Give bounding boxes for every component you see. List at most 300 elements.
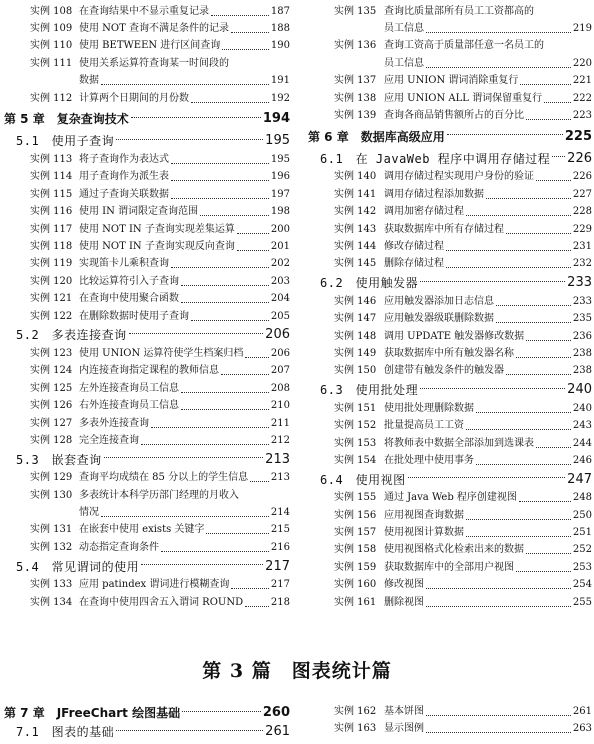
entry-title: 查询平均成绩在 85 分以上的学生信息 [79, 472, 249, 484]
page-number: 216 [270, 541, 290, 553]
toc-entry [304, 577, 594, 594]
entry-title: 删除存储过程 [384, 258, 444, 270]
entry-number: 实例 115 [30, 188, 73, 200]
page-number: 203 [270, 275, 290, 287]
toc-entry [304, 720, 594, 737]
entry-number: 实例 108 [30, 5, 73, 17]
dot-leader [221, 374, 269, 375]
toc-entry [0, 186, 292, 203]
toc-entry [0, 256, 292, 273]
toc-bottom-right-column [304, 703, 594, 737]
dot-leader [426, 32, 571, 33]
section-title: 6.3 使用批处理 [320, 383, 419, 398]
dot-leader [237, 250, 269, 251]
entry-title: 在查询结果中不显示重复记录 [79, 5, 209, 17]
page-number: 252 [572, 544, 592, 556]
toc-entry [304, 452, 594, 469]
entry-number: 实例 148 [334, 330, 377, 342]
entry-number: 实例 141 [334, 188, 377, 200]
part-title: 第 3 篇 图表统计篇 [202, 660, 392, 682]
dot-leader [231, 588, 269, 589]
page-number: 206 [265, 327, 290, 343]
entry-title: 实现笛卡儿乘积查询 [79, 258, 169, 270]
entry-title: 调用 UPDATE 触发器修改数据 [384, 330, 525, 342]
toc-entry [304, 435, 594, 452]
entry-title: 修改存储过程 [384, 241, 444, 253]
entry-title: 创建带有触发条件的触发器 [384, 365, 504, 377]
entry-title: 使用 IN 谓词限定查询范围 [79, 206, 199, 218]
entry-title: 应用 patindex 谓词进行模糊查询 [79, 579, 230, 591]
entry-number: 实例 145 [334, 258, 377, 270]
dot-leader [141, 444, 269, 445]
section-title: 5.3 嵌套查询 [16, 452, 102, 467]
entry-number: 实例 137 [334, 75, 377, 87]
entry-number: 实例 134 [30, 596, 73, 608]
entry-number: 实例 151 [334, 402, 377, 414]
dot-leader [171, 180, 269, 181]
entry-number: 实例 135 [334, 5, 377, 17]
dot-leader [181, 392, 269, 393]
dot-leader [426, 67, 571, 68]
entry-title: 使用 NOT IN 子查询实现差集运算 [79, 223, 235, 235]
dot-leader [231, 32, 269, 33]
toc-entry [304, 221, 594, 238]
toc-entry [0, 432, 292, 449]
entry-number: 实例 116 [30, 206, 73, 218]
page-number: 214 [270, 507, 290, 519]
toc-entry [304, 542, 594, 559]
page-number: 238 [572, 347, 592, 359]
entry-number: 实例 155 [334, 492, 377, 504]
dot-leader [516, 357, 571, 358]
section-heading [320, 470, 592, 490]
entry-number: 实例 126 [30, 400, 73, 412]
entry-number: 实例 111 [30, 57, 73, 69]
dot-leader [191, 102, 269, 103]
page-number: 206 [270, 347, 290, 359]
page-number: 187 [270, 5, 290, 17]
entry-title: 获取数据库中的全部用户视图 [384, 561, 514, 573]
chapter-heading [4, 703, 290, 723]
dot-leader [466, 215, 571, 216]
entry-title: 通过 Java Web 程序创建视图 [384, 492, 517, 504]
page-number: 221 [572, 75, 592, 87]
toc-entry [304, 594, 594, 611]
page-number: 196 [270, 171, 290, 183]
toc-entry [304, 400, 594, 417]
entry-number: 实例 123 [30, 347, 73, 359]
entry-title: 应用 UNION ALL 谓词保留重复行 [384, 92, 543, 104]
toc-entry [0, 90, 292, 107]
dot-leader [486, 198, 571, 199]
dot-leader [222, 49, 269, 50]
dot-leader [420, 388, 565, 389]
chapter-title: 第 6 章 数据库高级应用 [308, 129, 445, 144]
entry-number: 实例 142 [334, 206, 377, 218]
dot-leader [129, 333, 263, 334]
entry-title: 动态指定查询条件 [79, 541, 159, 553]
dot-leader [131, 117, 261, 118]
toc-left-column [0, 3, 292, 611]
dot-leader [466, 519, 571, 520]
dot-leader [526, 340, 571, 341]
page-number: 229 [572, 223, 592, 235]
entry-title: 在批处理中使用事务 [384, 454, 474, 466]
toc-entry [304, 73, 594, 90]
entry-title: 调用加密存储过程 [384, 206, 464, 218]
entry-number: 实例 117 [30, 223, 73, 235]
page-number: 240 [567, 382, 592, 398]
entry-title: 右外连接查询员工信息 [79, 400, 179, 412]
entry-number: 实例 112 [30, 92, 73, 104]
section-title: 7.1 图表的基础 [16, 725, 115, 739]
page-number: 233 [572, 295, 592, 307]
entry-number: 实例 114 [30, 171, 73, 183]
entry-title: 显示图例 [384, 722, 424, 734]
toc-entry [304, 186, 594, 203]
chapter-heading [4, 107, 290, 131]
entry-title: 修改视图 [384, 579, 424, 591]
toc-entry [0, 151, 292, 168]
page-number: 243 [572, 420, 592, 432]
entry-title: 基本饼图 [384, 705, 424, 717]
entry-number: 实例 154 [334, 454, 377, 466]
dot-leader [116, 730, 263, 731]
entry-number: 实例 125 [30, 382, 73, 394]
page-number: 233 [567, 275, 592, 291]
page-number: 197 [270, 188, 290, 200]
toc-entry [0, 487, 292, 522]
page-number: 263 [572, 722, 592, 734]
dot-leader [519, 501, 571, 502]
section-heading [16, 131, 290, 151]
page-number: 200 [270, 223, 290, 235]
section-title: 6.1 在 JavaWeb 程序中调用存储过程 [320, 151, 551, 166]
page-number: 204 [270, 293, 290, 305]
page-number: 195 [265, 133, 290, 149]
entry-number: 实例 163 [334, 722, 377, 734]
toc-entry [0, 397, 292, 414]
entry-title: 批量提高员工工资 [384, 420, 464, 432]
entry-title: 多表统计本科学历部门经理的月收入 [79, 489, 239, 501]
dot-leader [408, 477, 565, 478]
dot-leader [181, 302, 269, 303]
dot-leader [552, 156, 565, 157]
entry-number: 实例 153 [334, 437, 377, 449]
entry-number: 实例 160 [334, 579, 377, 591]
toc-entry [0, 522, 292, 539]
entry-title: 获取数据库中所有触发器名称 [384, 347, 514, 359]
entry-title: 通过子查询关联数据 [79, 188, 169, 200]
dot-leader [446, 250, 571, 251]
dot-leader [496, 305, 571, 306]
toc-entry [0, 169, 292, 186]
toc-entry [0, 380, 292, 397]
entry-number: 实例 143 [334, 223, 377, 235]
entry-number: 实例 129 [30, 472, 73, 484]
dot-leader [506, 233, 571, 234]
section-heading [16, 723, 290, 741]
dot-leader [171, 198, 269, 199]
entry-number: 实例 149 [334, 347, 377, 359]
page-number: 213 [265, 451, 290, 467]
entry-title: 内连接查询指定课程的教师信息 [79, 365, 219, 377]
entry-number: 实例 121 [30, 293, 73, 305]
entry-number: 实例 147 [334, 313, 377, 325]
toc-entry [0, 308, 292, 325]
entry-title: 应用视图查询数据 [384, 509, 464, 521]
page-number: 222 [572, 92, 592, 104]
section-heading [320, 273, 592, 293]
page-number: 251 [572, 527, 592, 539]
dot-leader [544, 102, 571, 103]
dot-leader [420, 281, 565, 282]
toc-entry [0, 204, 292, 221]
entry-title: 查询工资高于质量部任意一名员工的 [384, 40, 544, 52]
page-number: 219 [572, 23, 592, 35]
page-number: 217 [265, 558, 290, 574]
entry-title: 使用 BETWEEN 进行区间查询 [79, 40, 221, 52]
entry-title: 使用 NOT IN 子查询实现反向查询 [79, 241, 235, 252]
toc-entry [304, 363, 594, 380]
page-number: 226 [567, 150, 592, 166]
entry-title: 用子查询作为派生表 [79, 171, 169, 183]
toc-entry [0, 594, 292, 611]
dot-leader [426, 588, 571, 589]
page-number: 260 [262, 705, 290, 720]
section-heading [320, 380, 592, 400]
entry-number: 实例 136 [334, 40, 377, 52]
page-number: 236 [572, 330, 592, 342]
toc-entry [304, 311, 594, 328]
toc-entry [0, 221, 292, 238]
page-number: 231 [572, 241, 592, 253]
entry-number: 实例 146 [334, 295, 377, 307]
page-number: 250 [572, 509, 592, 521]
page-number: 218 [270, 596, 290, 608]
dot-leader [536, 180, 571, 181]
entry-number: 实例 159 [334, 561, 377, 573]
page-number: 248 [572, 492, 592, 504]
entry-number: 实例 119 [30, 258, 73, 270]
section-heading [320, 149, 592, 169]
dot-leader [245, 606, 269, 607]
page-number: 232 [572, 258, 592, 270]
page-number: 192 [270, 92, 290, 104]
dot-leader [516, 571, 571, 572]
toc-entry [304, 107, 594, 124]
page-number: 261 [265, 724, 290, 739]
toc-entry [0, 415, 292, 432]
dot-leader [446, 267, 571, 268]
dot-leader [181, 285, 269, 286]
dot-leader [526, 553, 571, 554]
dot-leader [237, 233, 269, 234]
entry-title: 调用存储过程实现用户身份的验证 [384, 171, 534, 183]
dot-leader [101, 84, 269, 85]
toc-entry [304, 169, 594, 186]
entry-number: 实例 150 [334, 365, 377, 377]
dot-leader [151, 427, 269, 428]
entry-number: 实例 120 [30, 275, 73, 287]
section-title: 6.4 使用视图 [320, 472, 406, 487]
entry-title: 数据 [79, 75, 99, 87]
entry-number: 实例 128 [30, 434, 73, 446]
entry-number: 实例 144 [334, 241, 377, 253]
entry-title: 使用批处理删除数据 [384, 402, 474, 414]
entry-title: 在删除数据时使用子查询 [79, 310, 189, 322]
page-number: 253 [572, 561, 592, 573]
toc-entry [0, 470, 292, 487]
dot-leader [496, 322, 571, 323]
entry-number: 实例 110 [30, 40, 73, 52]
entry-title: 调用存储过程添加数据 [384, 188, 484, 200]
entry-title: 应用 UNION 谓词消除重复行 [384, 75, 519, 87]
toc-entry [304, 524, 594, 541]
page-number: 188 [270, 23, 290, 35]
chapter-heading [308, 125, 592, 149]
entry-title: 完全连接查询 [79, 434, 139, 446]
dot-leader [466, 429, 571, 430]
dot-leader [161, 551, 269, 552]
page-number: 217 [270, 579, 290, 591]
page-number: 210 [270, 400, 290, 412]
dot-leader [526, 119, 571, 120]
toc-entry [0, 238, 292, 255]
toc-entry [304, 293, 594, 310]
entry-title: 比较运算符引入子查询 [79, 275, 179, 287]
dot-leader [171, 267, 269, 268]
dot-leader [116, 139, 263, 140]
toc-entry [0, 290, 292, 307]
dot-leader [447, 134, 563, 135]
page-number: 225 [564, 128, 592, 144]
toc-entry [0, 363, 292, 380]
dot-leader [191, 320, 269, 321]
toc-entry [0, 55, 292, 90]
dot-leader [476, 412, 571, 413]
entry-title: 计算两个日期间的月份数 [79, 92, 189, 104]
toc-entry [304, 3, 594, 38]
toc-entry [304, 204, 594, 221]
entry-number: 实例 131 [30, 524, 73, 536]
page-number: 201 [270, 241, 290, 252]
page-number: 246 [572, 454, 592, 466]
dot-leader [466, 536, 571, 537]
section-title: 5.1 使用子查询 [16, 134, 115, 149]
page-number: 215 [270, 524, 290, 536]
toc-entry [0, 539, 292, 556]
toc-entry [304, 90, 594, 107]
dot-leader [141, 564, 263, 565]
toc-entry [0, 273, 292, 290]
page-number: 261 [572, 705, 592, 717]
page-number: 227 [572, 188, 592, 200]
dot-leader [426, 715, 571, 716]
toc-entry [0, 577, 292, 594]
entry-title: 使用 UNION 运算符使学生档案归档 [79, 347, 244, 359]
toc-entry [304, 490, 594, 507]
dot-leader [245, 357, 268, 358]
page-number: 212 [270, 434, 290, 446]
entry-title: 使用 NOT 查询不满足条件的记录 [79, 23, 229, 35]
dot-leader [200, 215, 269, 216]
page-number: 211 [270, 417, 290, 429]
entry-number: 实例 130 [30, 489, 73, 501]
dot-leader [426, 606, 571, 607]
toc-entry [0, 345, 292, 362]
dot-leader [211, 15, 269, 16]
entry-title: 查询各商品销售额所占的百分比 [384, 110, 524, 122]
page-number: 205 [270, 310, 290, 322]
page-number: 220 [572, 57, 592, 69]
section-heading [16, 450, 290, 470]
toc-entry [304, 238, 594, 255]
entry-number: 实例 122 [30, 310, 73, 322]
dot-leader [520, 84, 570, 85]
toc-entry [304, 559, 594, 576]
entry-title: 应用触发器添加日志信息 [384, 295, 494, 307]
chapter-title: 第 5 章 复杂查询技术 [4, 112, 129, 127]
entry-title: 多表外连接查询 [79, 417, 149, 429]
entry-number: 实例 158 [334, 544, 377, 556]
entry-title: 获取数据库中所有存储过程 [384, 223, 504, 235]
entry-number: 实例 161 [334, 596, 377, 608]
page-number: 202 [270, 258, 290, 270]
entry-number: 实例 152 [334, 420, 377, 432]
dot-leader [171, 163, 269, 164]
entry-number: 实例 133 [30, 579, 73, 591]
page-number: 190 [270, 40, 290, 52]
page-number: 228 [572, 206, 592, 218]
toc-right-column [304, 3, 594, 611]
dot-leader [101, 516, 269, 517]
entry-title: 使用视图格式化检索出来的数据 [384, 544, 524, 556]
section-title: 5.2 多表连接查询 [16, 328, 127, 343]
entry-title: 在查询中使用四舍五入谓词 ROUND [79, 596, 244, 608]
entry-title: 使用视图计算数据 [384, 527, 464, 539]
section-heading [16, 557, 290, 577]
entry-number: 实例 140 [334, 171, 377, 183]
dot-leader [206, 533, 269, 534]
entry-title: 将教师表中数据全部添加到选课表 [384, 437, 534, 449]
dot-leader [182, 711, 261, 712]
entry-title: 将子查询作为表达式 [79, 154, 169, 166]
dot-leader [426, 732, 571, 733]
page-number: 255 [572, 596, 592, 608]
page-number: 238 [572, 365, 592, 377]
page-number: 254 [572, 579, 592, 591]
entry-title: 在查询中使用聚合函数 [79, 293, 179, 305]
entry-title: 在嵌套中使用 exists 关键字 [79, 524, 205, 536]
section-heading [16, 325, 290, 345]
chapter-title: 第 7 章 JFreeChart 绘图基础 [4, 706, 181, 720]
entry-title: 查询比质量部所有员工工资都高的 [384, 5, 534, 17]
dot-leader [506, 374, 571, 375]
entry-number: 实例 138 [334, 92, 377, 104]
toc-entry [0, 20, 292, 37]
page-number: 226 [572, 171, 592, 183]
page-number: 235 [572, 313, 592, 325]
section-title: 6.2 使用触发器 [320, 276, 419, 291]
page-number: 208 [270, 382, 290, 394]
page-number: 223 [572, 110, 592, 122]
entry-number: 实例 162 [334, 705, 377, 717]
entry-number: 实例 109 [30, 23, 73, 35]
page-number: 191 [270, 75, 290, 87]
page-number: 240 [572, 402, 592, 414]
entry-title: 应用触发器级联删除数据 [384, 313, 494, 325]
